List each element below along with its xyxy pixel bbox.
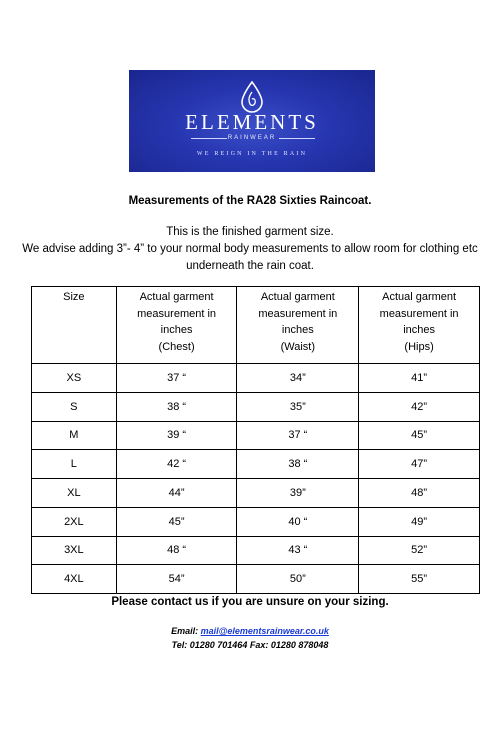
intro-line-2: We advise adding 3”- 4” to your normal body measurements to allow room for clothing etc <box>22 243 478 255</box>
cell-size: M <box>32 421 117 450</box>
header-waist-line: Actual garment <box>260 291 335 303</box>
cell-chest: 39 “ <box>116 421 237 450</box>
header-chest-line: measurement in <box>137 307 217 320</box>
cell-hips: 49” <box>359 507 480 536</box>
cell-size: 4XL <box>32 565 117 594</box>
header-chest-line: Actual garment <box>139 291 214 303</box>
intro-line-3: underneath the rain coat. <box>186 260 314 272</box>
header-size: Size <box>32 287 117 364</box>
email-label: Email: <box>171 626 199 636</box>
cell-chest: 44” <box>116 479 237 508</box>
cell-hips: 55” <box>359 565 480 594</box>
header-hips <box>359 287 480 364</box>
header-chest-line: (Chest) <box>158 340 195 353</box>
cell-waist: 38 “ <box>237 450 359 479</box>
cell-size: 2XL <box>32 507 117 536</box>
cell-hips: 42” <box>359 392 480 421</box>
table-row <box>32 450 480 479</box>
cell-hips: 45” <box>359 421 480 450</box>
cell-hips: 48” <box>359 479 480 508</box>
header-waist <box>237 287 359 364</box>
table-row <box>32 536 480 565</box>
table-row <box>32 364 480 393</box>
header-hips-line: Actual garment <box>382 291 457 303</box>
email-link[interactable]: mail@elementsrainwear.co.uk <box>200 626 329 636</box>
cell-size: S <box>32 392 117 421</box>
table-row <box>32 479 480 508</box>
cell-chest: 37 “ <box>116 364 237 393</box>
cell-hips: 47” <box>359 450 480 479</box>
banner-rule-right <box>279 138 315 139</box>
cell-chest: 42 “ <box>116 450 237 479</box>
cell-size: XL <box>32 479 117 508</box>
cell-chest: 38 “ <box>116 392 237 421</box>
cell-size: L <box>32 450 117 479</box>
brand-name: ELEMENTS <box>185 110 319 134</box>
table-row <box>32 392 480 421</box>
header-waist-line: measurement in <box>258 307 338 320</box>
cell-hips: 52” <box>359 536 480 565</box>
header-chest <box>116 287 237 364</box>
cell-waist: 50” <box>237 565 359 594</box>
cell-waist: 34” <box>237 364 359 393</box>
sizing-help-note: Please contact us if you are unsure on your sizing. <box>111 596 389 608</box>
cell-chest: 45” <box>116 507 237 536</box>
contact-block <box>0 624 500 652</box>
cell-size: 3XL <box>32 536 117 565</box>
table-row <box>32 421 480 450</box>
cell-hips: 41” <box>359 364 480 393</box>
brand-tagline: WE REIGN IN THE RAIN <box>196 151 308 157</box>
intro-text <box>0 224 500 275</box>
brand-banner <box>129 70 375 172</box>
table-row <box>32 507 480 536</box>
email-line <box>0 624 500 638</box>
brand-subtitle: RAINWEAR <box>227 135 277 141</box>
cell-waist: 39” <box>237 479 359 508</box>
header-hips-line: inches <box>403 324 435 336</box>
cell-waist: 35” <box>237 392 359 421</box>
page-title: Measurements of the RA28 Sixties Raincoat. <box>128 195 372 207</box>
size-chart-table <box>31 286 480 594</box>
header-hips-line: (Hips) <box>404 340 434 353</box>
table-header-row <box>32 287 480 364</box>
cell-waist: 43 “ <box>237 536 359 565</box>
header-waist-line: (Waist) <box>280 340 316 353</box>
header-chest-line: inches <box>160 324 193 336</box>
cell-chest: 48 “ <box>116 536 237 565</box>
phone-line: Tel: 01280 701464 Fax: 01280 878048 <box>171 640 329 650</box>
raindrop-logo-icon <box>239 80 265 114</box>
cell-chest: 54” <box>116 565 237 594</box>
header-waist-line: inches <box>281 324 314 336</box>
intro-line-1: This is the finished garment size. <box>166 226 334 238</box>
cell-waist: 37 “ <box>237 421 359 450</box>
header-hips-line: measurement in <box>379 307 459 320</box>
cell-size: XS <box>32 364 117 393</box>
table-row <box>32 565 480 594</box>
cell-waist: 40 “ <box>237 507 359 536</box>
